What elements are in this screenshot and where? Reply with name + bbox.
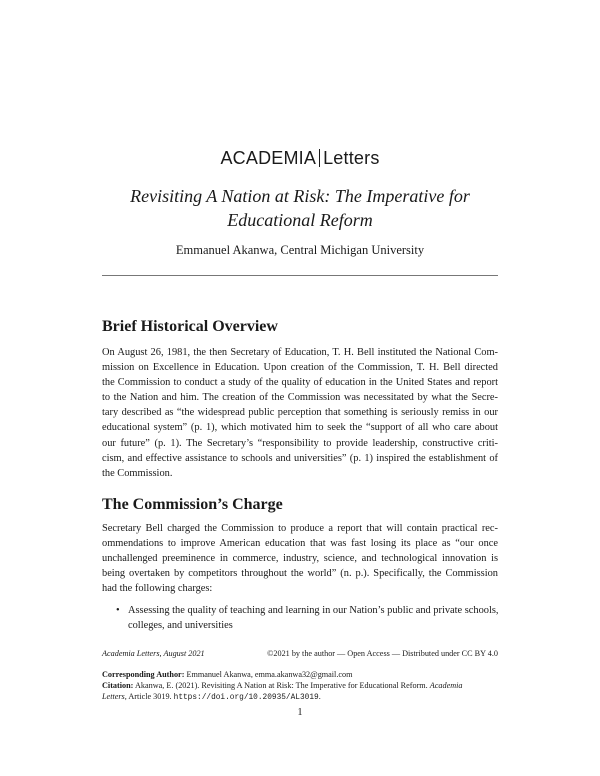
citation-line: [102, 691, 498, 704]
journal-brand: [0, 148, 600, 169]
citation-journal: Letters: [102, 692, 125, 702]
text-line: the Commission.: [102, 467, 173, 479]
footer-citation-block: [102, 669, 498, 705]
corresponding-value: Emmanuel Akanwa, emma.akanwa32@gmail.com: [186, 670, 353, 679]
citation-doi-link[interactable]: https://doi.org/10.20935/AL3019: [173, 694, 319, 703]
corresponding-label: Corresponding Author:: [102, 670, 185, 679]
list-item-text: [128, 603, 498, 633]
text-line: mission on Excellence in Education. Upon creation of the Commission, T. H. Bell directed: [102, 362, 498, 374]
citation-text: Akanwa, E. (2021). Revisiting A Nation at Risk: The Imperative for Educational Reform.: [135, 681, 428, 691]
citation-end: .: [318, 692, 321, 702]
section-heading-brief-historical-overview: Brief Historical Overview: [102, 318, 278, 335]
text-line: to the Nation and him. The creation of the Commission was necessitated by what the Secre-: [102, 392, 498, 404]
text-line: On August 26, 1981, the then Secretary of Education, T. H. Bell instituted the National Com-: [102, 347, 498, 358]
citation-label: Citation:: [102, 681, 134, 691]
text-line: had the following charges:: [102, 583, 213, 595]
text-line: colleges, and universities: [128, 620, 233, 632]
text-line: educational system” (p. 1), which motivated him to seek the “support of all who care about: [102, 422, 498, 434]
title-line: Educational Reform: [227, 210, 373, 230]
footer-license: ©2021 by the author — Open Access — Distributed under CC BY 4.0: [267, 649, 498, 658]
text-line: tary described as “the widespread public perception that something is seriously remiss in our: [102, 407, 498, 419]
title-line: Revisiting A Nation at Risk: The Imperative for: [130, 186, 470, 206]
brand-academia: ACADEMIA: [220, 148, 317, 168]
bullet-marker: •: [116, 605, 120, 616]
corresponding-author: [102, 669, 498, 680]
citation-line: [102, 680, 498, 691]
brand-letters: Letters: [323, 148, 380, 168]
section-heading-commissions-charge: The Commission’s Charge: [102, 496, 283, 513]
text-line: Secretary Bell charged the Commission to produce a report that will contain practical rec-: [102, 523, 498, 534]
brand-divider: [319, 149, 320, 167]
paper-title: [100, 184, 500, 232]
title-rule: [102, 275, 498, 276]
paragraph-historical-overview: [102, 345, 498, 481]
page-number: 1: [297, 707, 303, 718]
paragraph-commissions-charge: [102, 521, 498, 596]
text-line: unchallenged preeminence in commerce, industry, science, and technological innovation is: [102, 553, 498, 565]
footer-meta: [102, 649, 498, 658]
citation-journal: Academia: [429, 681, 463, 691]
text-line: Assessing the quality of teaching and learning in our Nation’s public and private schools,: [128, 605, 499, 616]
text-line: ommendations to improve American education that was fast losing its place as “our once: [102, 538, 498, 550]
author-line: Emmanuel Akanwa, Central Michigan University: [175, 243, 425, 257]
citation-article: , Article 3019.: [124, 692, 172, 702]
text-line: being overtaken by competitors throughout the world” (n. p.). Specifically, the Commission: [102, 568, 498, 580]
text-line: our future” (p. 1). The Secretary’s “responsibility to provide leadership, constructive criti-: [102, 437, 498, 449]
text-line: cism, and effective assistance to schools and universities” (p. 1) inspired the establishment of: [102, 452, 498, 464]
footer-journal: Academia Letters, August 2021: [102, 649, 205, 658]
text-line: the Commission to conduct a study of the quality of education in the United States and report: [102, 377, 498, 389]
